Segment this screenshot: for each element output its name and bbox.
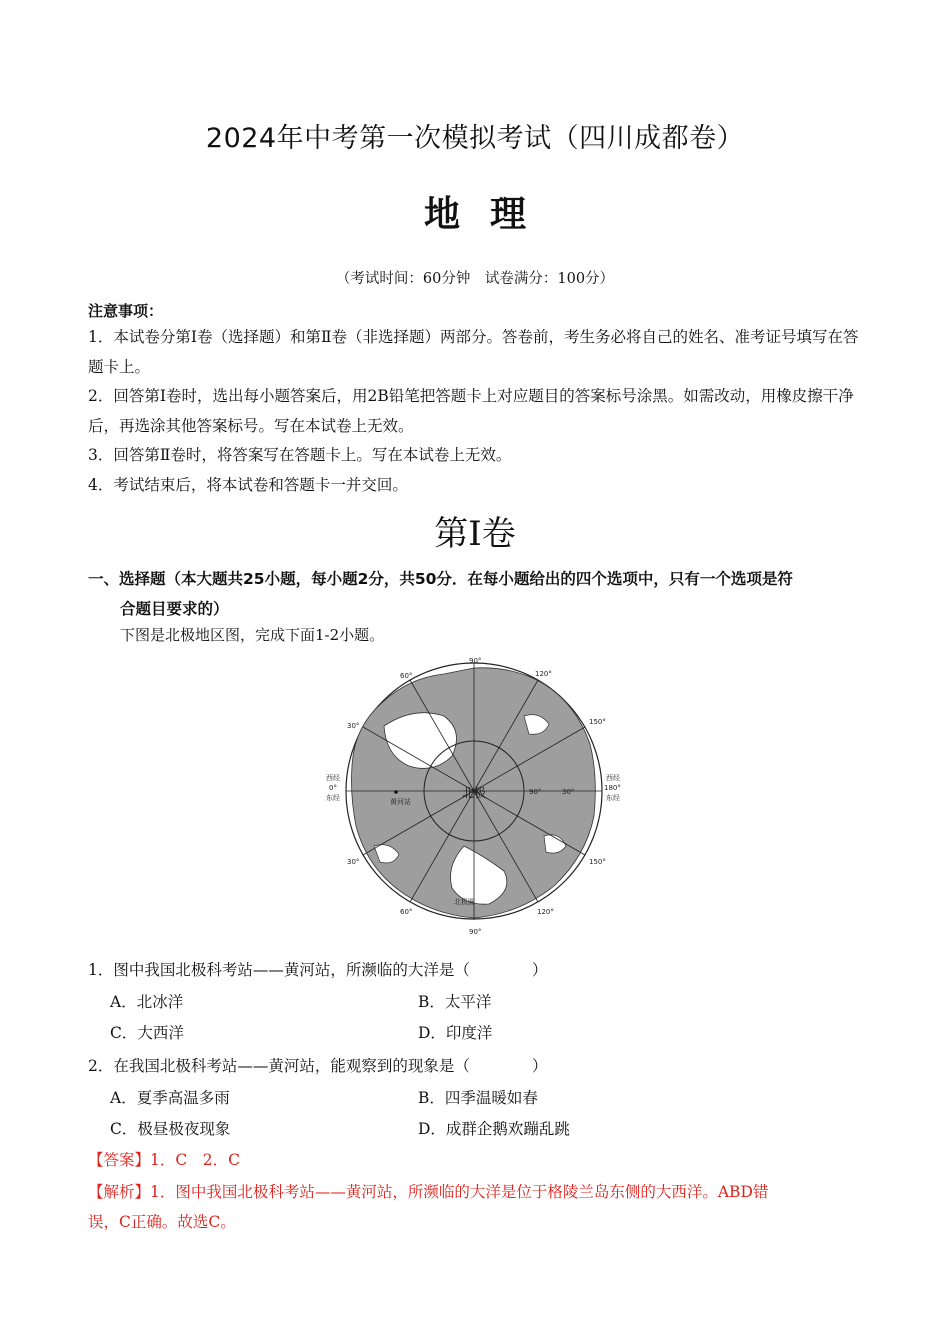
- label-west-right: 西经: [606, 774, 620, 782]
- north-pole-label: 北极: [462, 786, 487, 800]
- label-top: 90°: [469, 657, 482, 665]
- label-120-lower: 120°: [537, 908, 554, 916]
- question-option: B．四季温暖如春: [418, 1089, 538, 1107]
- label-60-lower: 60°: [400, 908, 413, 916]
- section-heading: [88, 564, 878, 624]
- question-stem: 2．在我国北极科考站——黄河站，能观察到的现象是（ ）: [88, 1057, 548, 1075]
- answer-line: 【答案】1．C 2．C: [88, 1151, 240, 1169]
- question-option: B．太平洋: [418, 993, 492, 1011]
- question-stem: 1．图中我国北极科考站——黄河站，所濒临的大洋是（ ）: [88, 961, 548, 979]
- question-option: D．印度洋: [418, 1024, 493, 1042]
- label-120-upper: 120°: [535, 670, 552, 678]
- subject-title: 地理: [423, 194, 556, 235]
- label-180: 180°: [604, 784, 621, 792]
- question-option: A．北冰洋: [110, 993, 184, 1011]
- section-heading-line2: 合题目要求的）: [120, 600, 229, 618]
- label-30-lower: 30°: [347, 858, 360, 866]
- exam-title: 2024年中考第一次模拟考试（四川成都卷）: [205, 123, 745, 154]
- analysis-line: 误，C正确。故选C。: [88, 1213, 236, 1231]
- note-item: 1．本试卷分第Ⅰ卷（选择题）和第Ⅱ卷（非选择题）两部分。答卷前，考生务必将自己的姓名、准考证号填写在答题卡上。: [88, 328, 859, 376]
- label-150-lower: 150°: [589, 858, 606, 866]
- analysis-line: 【解析】1．图中我国北极科考站——黄河站，所濒临的大洋是位于格陵兰岛东侧的大西洋。ABD错: [88, 1183, 769, 1201]
- lat-label: 30°: [562, 788, 575, 796]
- question-option: A．夏季高温多雨: [110, 1089, 230, 1107]
- notes-title: 注意事项：: [88, 302, 164, 320]
- label-east-right: 东经: [606, 794, 620, 802]
- arctic-map: [314, 656, 634, 936]
- note-item: 4．考试结束后，将本试卷和答题卡一并交回。: [88, 476, 408, 494]
- note-item: 3．回答第Ⅱ卷时，将答案写在答题卡上。写在本试卷上无效。: [88, 446, 512, 464]
- huanghe-station-marker: [394, 790, 398, 794]
- label-30-upper: 30°: [347, 722, 360, 730]
- label-150-upper: 150°: [589, 718, 606, 726]
- arctic-map-svg: [314, 656, 634, 936]
- label-60-upper: 60°: [400, 672, 413, 680]
- note-item: 2．回答第Ⅰ卷时，选出每小题答案后，用2B铅笔把答题卡上对应题目的答案标号涂黑。如需改动，用橡皮擦干净后，再选涂其他答案标号。写在本试卷上无效。: [88, 387, 854, 435]
- label-west: 西经: [326, 774, 340, 782]
- question-option: C．极昼极夜现象: [110, 1120, 231, 1138]
- question-option: C．大西洋: [110, 1024, 184, 1042]
- question-option: D．成群企鹅欢蹦乱跳: [418, 1120, 570, 1138]
- part-title: 第Ⅰ卷: [434, 514, 516, 554]
- section-heading-line1: 一、选择题（本大题共25小题，每小题2分，共50分．在每小题给出的四个选项中，只有一个选项是符: [88, 570, 793, 588]
- lat-label: 90°: [529, 788, 542, 796]
- label-bottom: 90°: [469, 928, 482, 936]
- station-label: 黄河站: [390, 798, 411, 806]
- exam-info: （考试时间：60分钟 试卷满分：100分）: [335, 271, 615, 287]
- section-intro: 下图是北极地区图，完成下面1-2小题。: [120, 626, 385, 644]
- label-zero: 0°: [329, 784, 337, 792]
- label-east: 东经: [326, 794, 340, 802]
- arctic-circle-label: 北极圈: [454, 898, 475, 906]
